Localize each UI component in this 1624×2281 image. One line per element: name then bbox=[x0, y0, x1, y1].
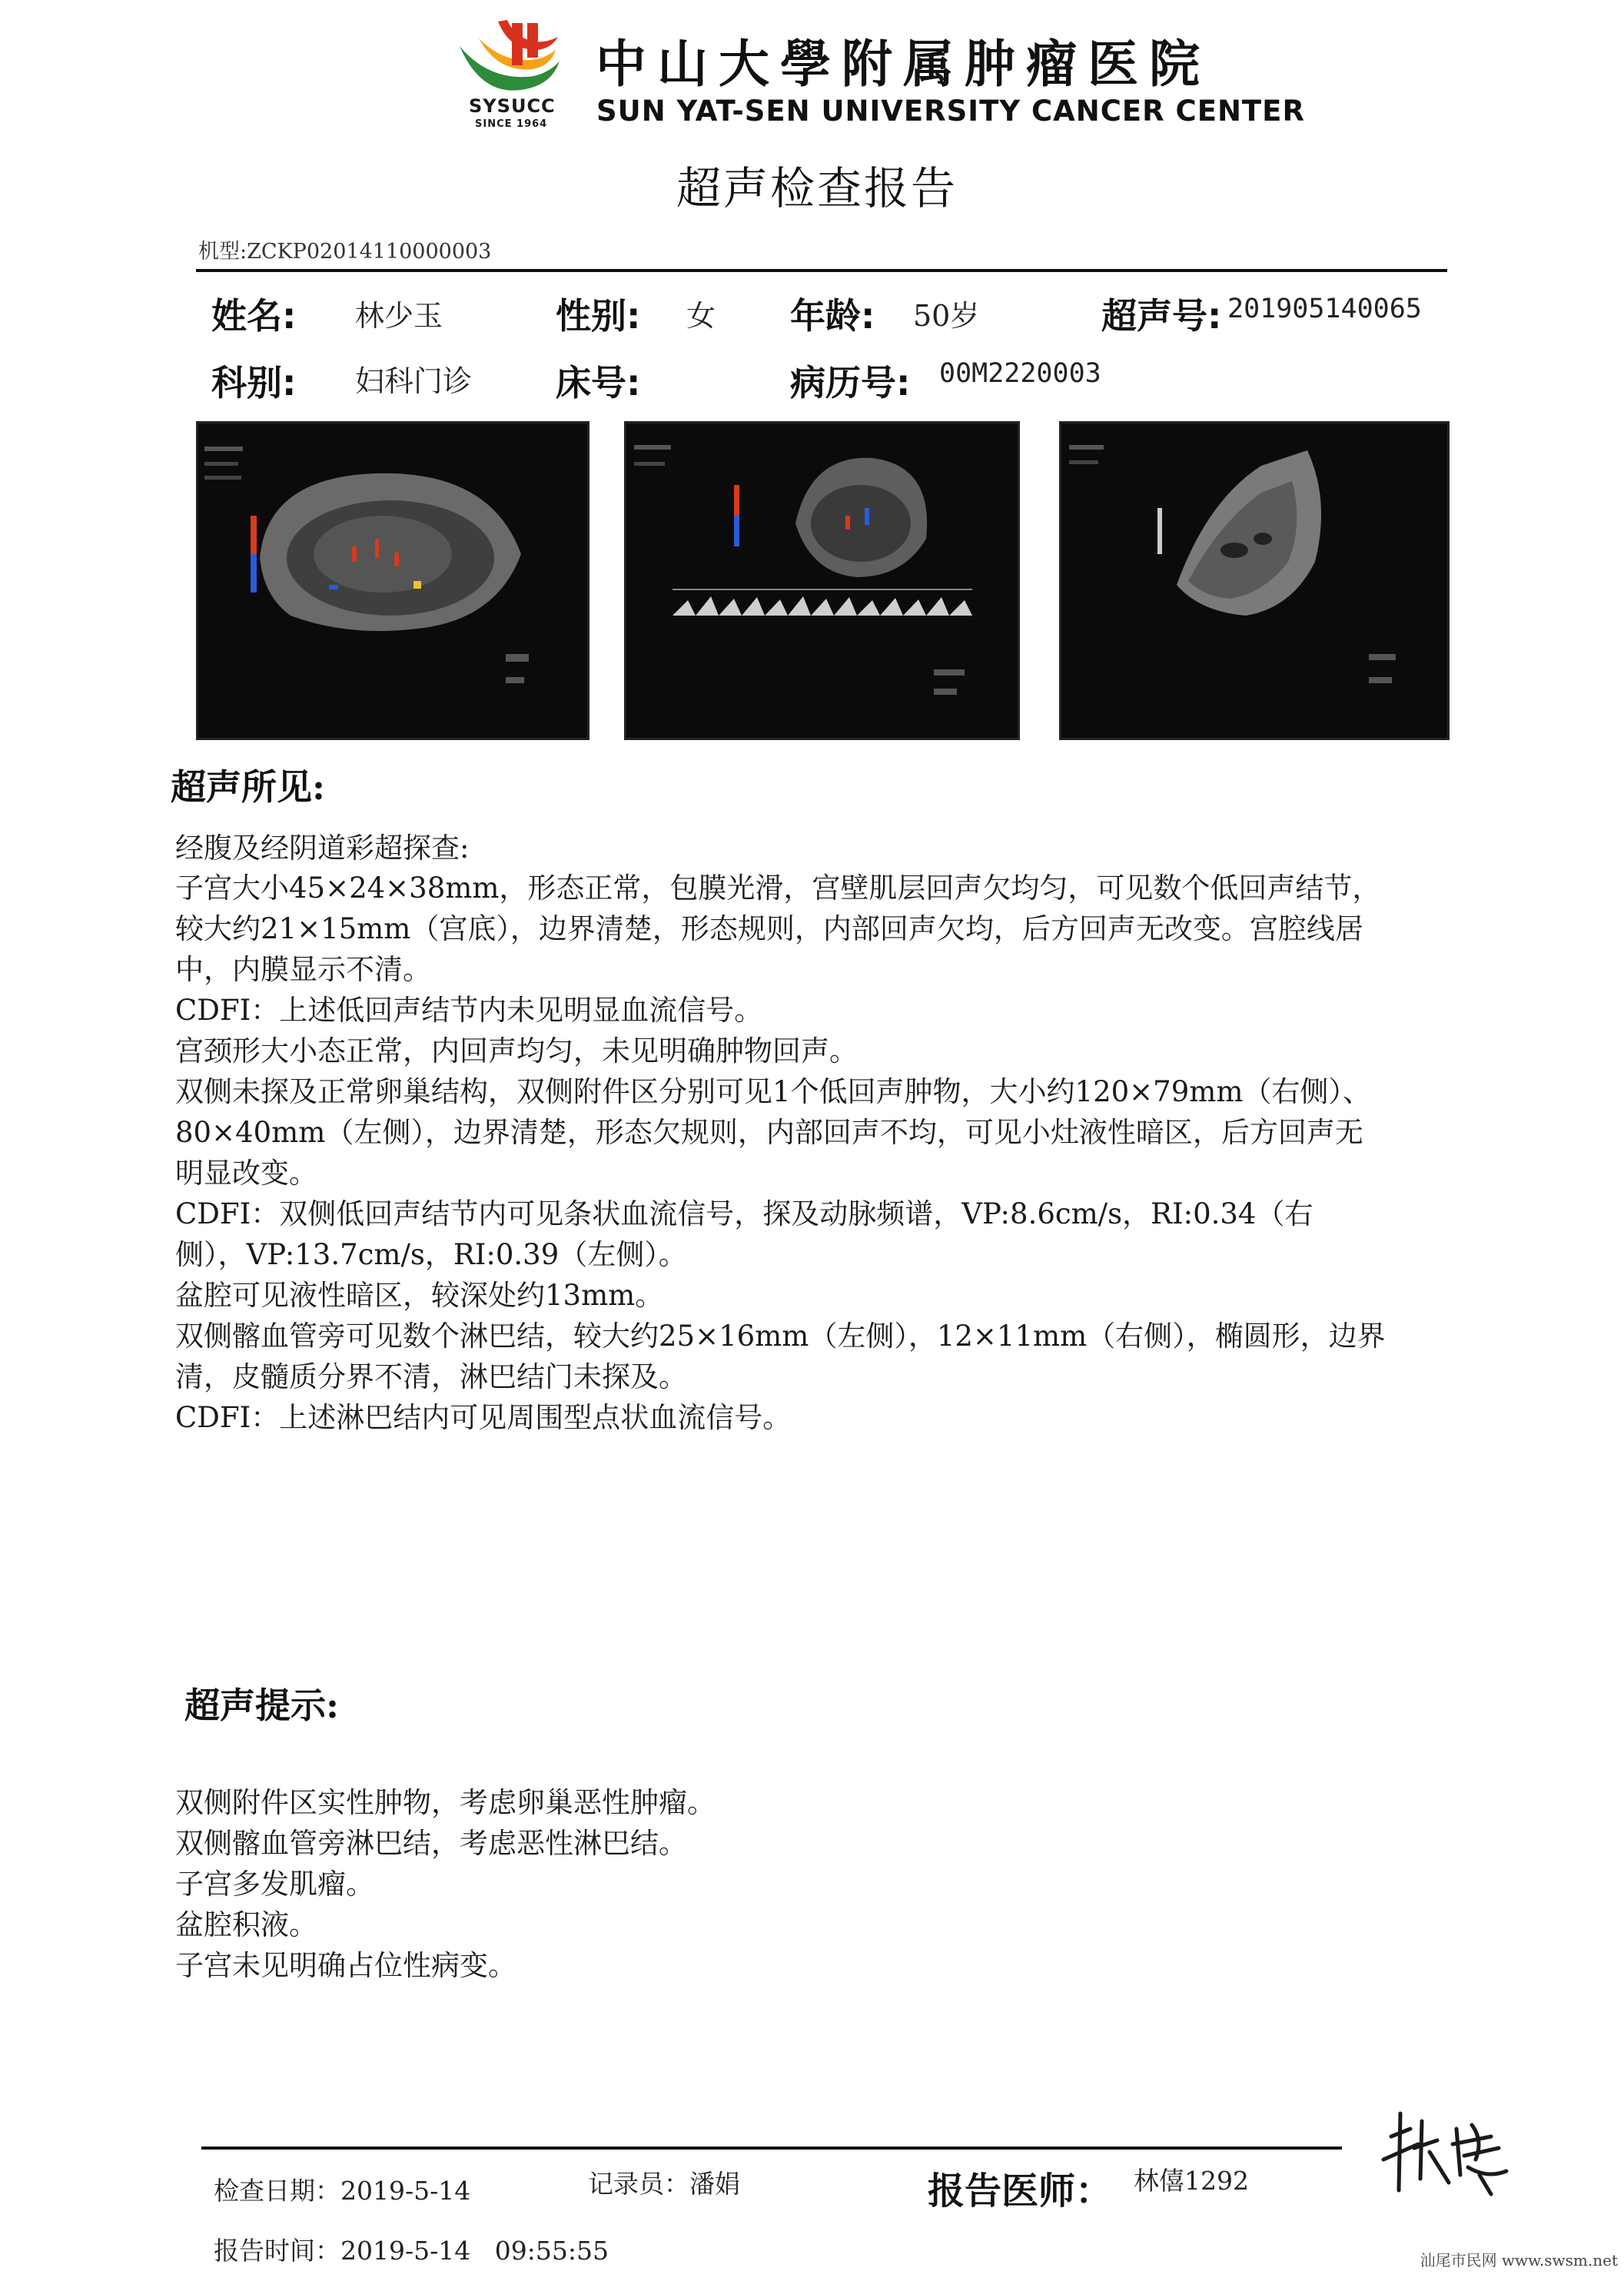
impression-line: 子宫未见明确占位性病变。 bbox=[175, 1949, 516, 1982]
findings-line: 经腹及经阴道彩超探查: bbox=[175, 832, 470, 865]
findings-title: 超声所见: bbox=[171, 766, 325, 808]
footer-divider bbox=[201, 2147, 1342, 2150]
ultrasound-image-2 bbox=[624, 421, 1020, 740]
exam-date: 检查日期：2019-5-14 bbox=[214, 2176, 471, 2206]
doctor-label: 报告医师： bbox=[928, 2170, 1113, 2213]
record-no: 00M2220003 bbox=[939, 358, 1101, 389]
findings-line: 双侧髂血管旁可见数个淋巴结，较大约25×16mm（左侧），12×11mm（右侧），椭圆形，边界 bbox=[175, 1320, 1386, 1353]
findings-line: 双侧未探及正常卵巢结构，双侧附件区分别可见1个低回声肿物，大小约120×79mm（右侧）、 bbox=[175, 1075, 1371, 1108]
impression-line: 双侧髂血管旁淋巴结，考虑恶性淋巴结。 bbox=[175, 1827, 687, 1860]
signature-icon bbox=[1376, 2106, 1518, 2198]
findings-line: 侧），VP:13.7cm/s，RI:0.39（左侧）。 bbox=[175, 1238, 687, 1271]
dept-label: 科别: bbox=[211, 362, 297, 403]
impression-title: 超声提示: bbox=[184, 1685, 339, 1726]
findings-line: 盆腔可见液性暗区，较深处约13mm。 bbox=[175, 1279, 664, 1312]
sex-label: 性别: bbox=[556, 295, 641, 337]
site-watermark: 汕尾市民网 www.swsm.net bbox=[1420, 2251, 1618, 2269]
findings-line: CDFI：双侧低回声结节内可见条状血流信号，探及动脉频谱，VP:8.6cm/s，RI:0.34（右 bbox=[175, 1197, 1313, 1230]
logo-since: SINCE 1964 bbox=[475, 118, 548, 130]
impression-line: 子宫多发肌瘤。 bbox=[175, 1868, 374, 1901]
patient-name: 林少玉 bbox=[355, 299, 443, 333]
hospital-name-cn: 中山大學附属肿瘤医院 bbox=[596, 35, 1211, 94]
findings-line: CDFI：上述淋巴结内可见周围型点状血流信号。 bbox=[175, 1401, 792, 1434]
patient-sex: 女 bbox=[686, 299, 716, 333]
ultrasound-image-3 bbox=[1059, 421, 1450, 740]
patient-age: 50岁 bbox=[913, 299, 980, 333]
machine-id: 机型:ZCKP02014110000003 bbox=[198, 240, 492, 264]
name-label: 姓名: bbox=[211, 295, 297, 337]
report-time: 报告时间：2019-5-14 09:55:55 bbox=[214, 2236, 609, 2266]
recorder: 记录员：潘娟 bbox=[588, 2169, 740, 2199]
findings-line: CDFI：上述低回声结节内未见明显血流信号。 bbox=[175, 994, 763, 1027]
logo-wordmark: SYSUCC bbox=[469, 95, 556, 117]
findings-line: 清，皮髓质分界不清，淋巴结门未探及。 bbox=[175, 1360, 687, 1393]
ultrasound-image-1 bbox=[196, 421, 589, 740]
ultrasound-no: 201905140065 bbox=[1227, 294, 1422, 324]
ultrasound-no-label: 超声号: bbox=[1101, 295, 1222, 337]
findings-line: 中，内膜显示不清。 bbox=[175, 953, 431, 986]
record-label: 病历号: bbox=[790, 362, 911, 403]
findings-line: 较大约21×15mm（宫底），边界清楚，形态规则，内部回声欠均，后方回声无改变。宫腔线居 bbox=[175, 912, 1363, 945]
findings-line: 子宫大小45×24×38mm，形态正常，包膜光滑，宫壁肌层回声欠均匀，可见数个低回声结节， bbox=[175, 872, 1381, 905]
bed-label: 床号: bbox=[556, 362, 641, 403]
department: 妇科门诊 bbox=[355, 364, 473, 398]
header-divider bbox=[196, 269, 1447, 272]
findings-line: 80×40mm（左侧），边界清楚，形态欠规则，内部回声不均，可见小灶液性暗区，后方回声无 bbox=[175, 1116, 1363, 1149]
age-label: 年龄: bbox=[790, 295, 875, 337]
report-title: 超声检查报告 bbox=[676, 162, 958, 214]
findings-line: 宫颈形大小态正常，内回声均匀，未见明确肿物回声。 bbox=[175, 1034, 858, 1067]
findings-line: 明显改变。 bbox=[175, 1157, 317, 1190]
impression-line: 盆腔积液。 bbox=[175, 1908, 317, 1941]
hospital-name-en: SUN YAT-SEN UNIVERSITY CANCER CENTER bbox=[596, 95, 1305, 128]
doctor-name: 林僖1292 bbox=[1134, 2166, 1249, 2196]
impression-line: 双侧附件区实性肿物，考虑卵巢恶性肿瘤。 bbox=[175, 1786, 716, 1819]
